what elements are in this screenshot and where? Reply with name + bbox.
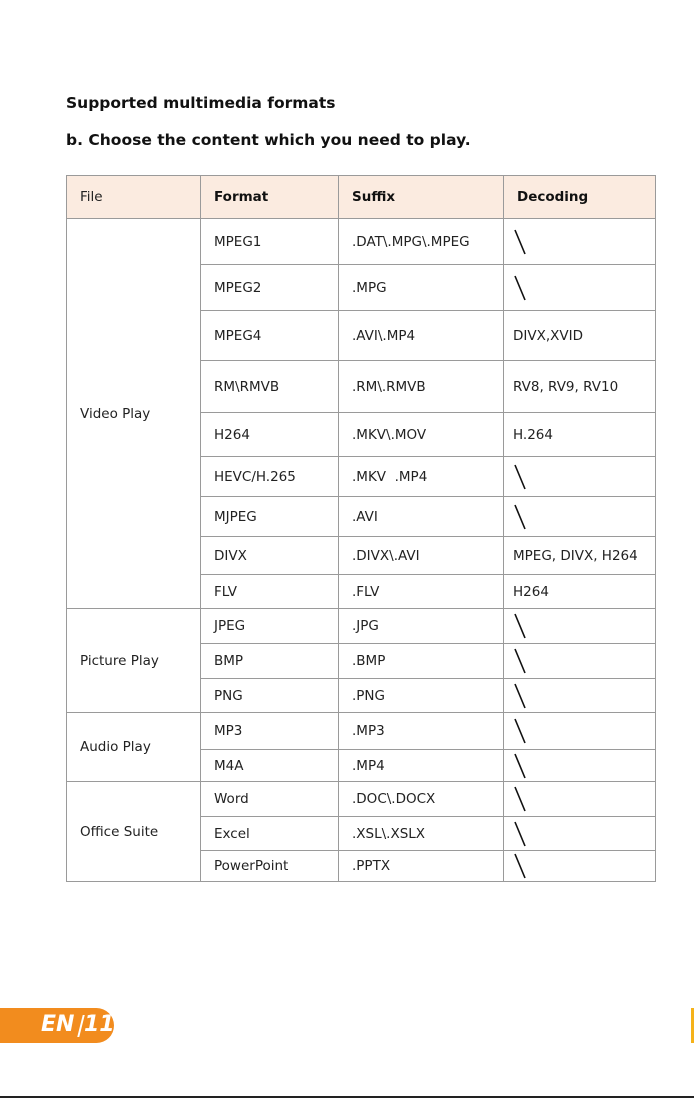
backslash-mark [513, 786, 527, 812]
suffix-cell: .BMP [339, 644, 504, 679]
decoding-not-applicable-cell [504, 851, 656, 882]
file-category-cell: Video Play [67, 219, 201, 609]
suffix-cell: .PNG [339, 679, 504, 713]
decoding-not-applicable-cell [504, 644, 656, 679]
decoding-not-applicable-cell [504, 219, 656, 265]
header-suffix: Suffix [339, 176, 504, 219]
suffix-cell: .MP4 [339, 750, 504, 782]
table-row [67, 609, 656, 644]
format-cell: H264 [201, 413, 339, 457]
instruction-text: b. Choose the content which you need to play. [66, 131, 471, 149]
suffix-cell: .AVI [339, 497, 504, 537]
table-row [67, 219, 656, 265]
bottom-rule [0, 1096, 694, 1098]
format-cell: MPEG1 [201, 219, 339, 265]
format-cell: BMP [201, 644, 339, 679]
file-category-cell: Office Suite [67, 782, 201, 882]
section-title: Supported multimedia formats [66, 94, 336, 112]
header-file: File [67, 176, 201, 219]
format-cell: M4A [201, 750, 339, 782]
backslash-mark [513, 648, 527, 674]
page-footer-badge [0, 1008, 114, 1043]
format-cell: HEVC/H.265 [201, 457, 339, 497]
header-format: Format [201, 176, 339, 219]
suffix-cell: .MKV\.MOV [339, 413, 504, 457]
suffix-cell: .FLV [339, 575, 504, 609]
suffix-cell: .DAT\.MPG\.MPEG [339, 219, 504, 265]
decoding-not-applicable-cell [504, 609, 656, 644]
backslash-mark [513, 718, 527, 744]
header-decoding: Decoding [504, 176, 656, 219]
format-cell: Word [201, 782, 339, 817]
decoding-not-applicable-cell [504, 679, 656, 713]
table-header-row [67, 176, 656, 219]
decoding-cell: H264 [504, 575, 656, 609]
suffix-cell: .MKV .MP4 [339, 457, 504, 497]
backslash-mark [513, 613, 527, 639]
format-cell: MPEG4 [201, 311, 339, 361]
format-cell: PNG [201, 679, 339, 713]
decoding-cell: DIVX,XVID [504, 311, 656, 361]
suffix-cell: .XSL\.XSLX [339, 817, 504, 851]
suffix-cell: .PPTX [339, 851, 504, 882]
backslash-mark [513, 821, 527, 847]
decoding-not-applicable-cell [504, 497, 656, 537]
backslash-mark [513, 504, 527, 530]
suffix-cell: .DOC\.DOCX [339, 782, 504, 817]
formats-table [66, 175, 656, 882]
decoding-not-applicable-cell [504, 817, 656, 851]
page-number: 11 [84, 1012, 115, 1037]
backslash-mark [513, 464, 527, 490]
format-cell: MJPEG [201, 497, 339, 537]
decoding-not-applicable-cell [504, 265, 656, 311]
file-category-cell: Picture Play [67, 609, 201, 713]
suffix-cell: .JPG [339, 609, 504, 644]
suffix-cell: .AVI\.MP4 [339, 311, 504, 361]
backslash-mark [513, 275, 527, 301]
table-row [67, 782, 656, 817]
suffix-cell: .MPG [339, 265, 504, 311]
decoding-cell: RV8, RV9, RV10 [504, 361, 656, 413]
decoding-not-applicable-cell [504, 713, 656, 750]
suffix-cell: .RM\.RMVB [339, 361, 504, 413]
format-cell: PowerPoint [201, 851, 339, 882]
format-cell: MP3 [201, 713, 339, 750]
table-row [67, 713, 656, 750]
decoding-cell: MPEG, DIVX, H264 [504, 537, 656, 575]
decoding-not-applicable-cell [504, 457, 656, 497]
suffix-cell: .DIVX\.AVI [339, 537, 504, 575]
suffix-cell: .MP3 [339, 713, 504, 750]
table-body [67, 219, 656, 882]
backslash-mark [513, 853, 527, 879]
format-cell: MPEG2 [201, 265, 339, 311]
decoding-not-applicable-cell [504, 782, 656, 817]
format-cell: DIVX [201, 537, 339, 575]
format-cell: RM\RMVB [201, 361, 339, 413]
decoding-not-applicable-cell [504, 750, 656, 782]
backslash-mark [513, 753, 527, 779]
format-cell: JPEG [201, 609, 339, 644]
backslash-mark [513, 683, 527, 709]
backslash-mark [513, 229, 527, 255]
decoding-cell: H.264 [504, 413, 656, 457]
file-category-cell: Audio Play [67, 713, 201, 782]
format-cell: Excel [201, 817, 339, 851]
format-cell: FLV [201, 575, 339, 609]
language-code: EN [41, 1012, 75, 1037]
